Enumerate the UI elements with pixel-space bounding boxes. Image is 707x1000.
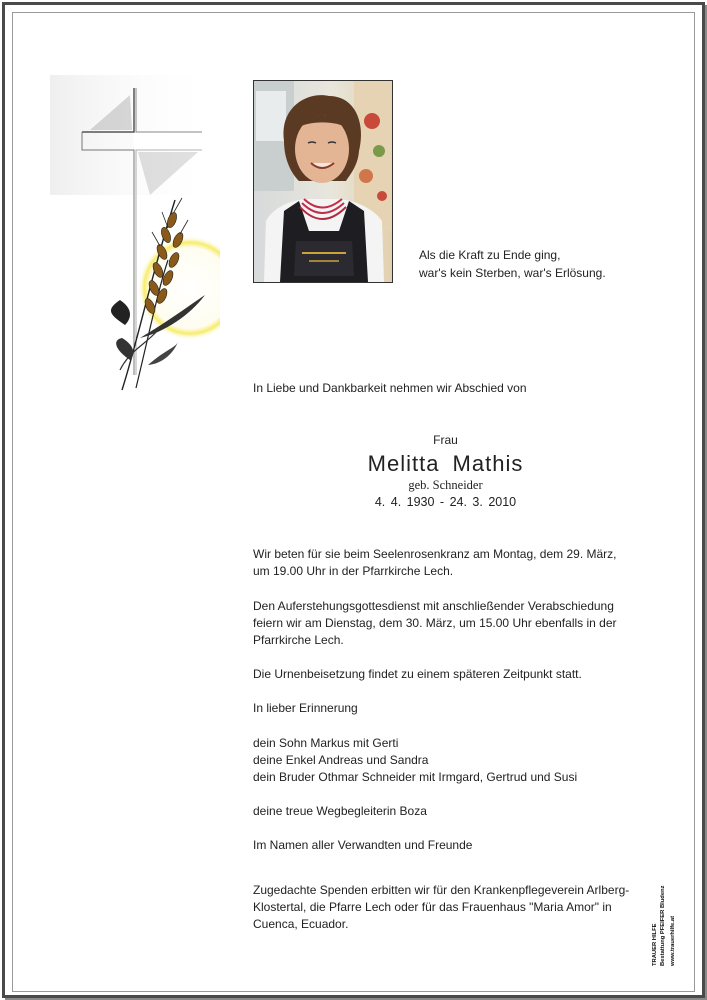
companion-line: deine treue Wegbegleiterin Boza bbox=[253, 804, 427, 818]
memorial-quote bbox=[419, 246, 606, 282]
publisher-line-1: TRAUER HILFE bbox=[652, 923, 658, 966]
urn-announcement: Die Urnenbeisetzung findet zu einem späteren Zeitpunkt statt. bbox=[253, 667, 582, 681]
life-dates: 4. 4. 1930 - 24. 3. 2010 bbox=[374, 495, 517, 509]
relatives-line: Im Namen aller Verwandten und Freunde bbox=[253, 838, 473, 852]
publisher-line-2: Bestattung PFEIFER Bludenz bbox=[660, 885, 666, 966]
quote-line-2: war's kein Sterben, war's Erlösung. bbox=[419, 266, 606, 280]
farewell-intro: In Liebe und Dankbarkeit nehmen wir Abschied von bbox=[253, 381, 527, 395]
family-line-3: dein Bruder Othmar Schneider mit Irmgard, Gertrud und Susi bbox=[253, 770, 578, 784]
deceased-name: Melitta Mathis bbox=[367, 451, 524, 476]
service-line-1: Den Auferstehungsgottesdienst mit anschließender Verabschiedung bbox=[253, 599, 614, 613]
memory-line: In lieber Erinnerung bbox=[253, 701, 358, 715]
family-list bbox=[253, 735, 643, 786]
rosary-line-2: um 19.00 Uhr in der Pfarrkirche Lech. bbox=[253, 564, 454, 578]
portrait-photo bbox=[253, 80, 393, 283]
cross-with-wheat-icon bbox=[50, 70, 220, 400]
donation-request bbox=[253, 882, 643, 933]
salutation: Frau bbox=[433, 433, 458, 447]
rosary-announcement bbox=[253, 546, 643, 580]
publisher-line-3: www.trauerhilfe.at bbox=[670, 915, 676, 966]
rosary-line-1: Wir beten für sie beim Seelenrosenkranz am Montag, dem 29. März, bbox=[253, 547, 617, 561]
service-line-2: feiern wir am Dienstag, dem 30. März, um 15.00 Uhr ebenfalls in der bbox=[253, 616, 617, 630]
publisher-logo bbox=[650, 868, 682, 968]
family-line-2: deine Enkel Andreas und Sandra bbox=[253, 753, 429, 767]
donation-line-3: Cuenca, Ecuador. bbox=[253, 917, 349, 931]
family-line-1: dein Sohn Markus mit Gerti bbox=[253, 736, 399, 750]
donation-line-1: Zugedachte Spenden erbitten wir für den Krankenpflegeverein Arlberg- bbox=[253, 883, 630, 897]
service-line-3: Pfarrkirche Lech. bbox=[253, 633, 344, 647]
quote-line-1: Als die Kraft zu Ende ging, bbox=[419, 248, 561, 262]
donation-line-2: Klostertal, die Pfarre Lech oder für das Frauenhaus "Maria Amor" in bbox=[253, 900, 612, 914]
service-announcement bbox=[253, 598, 643, 649]
maiden-name: geb. Schneider bbox=[408, 478, 483, 492]
